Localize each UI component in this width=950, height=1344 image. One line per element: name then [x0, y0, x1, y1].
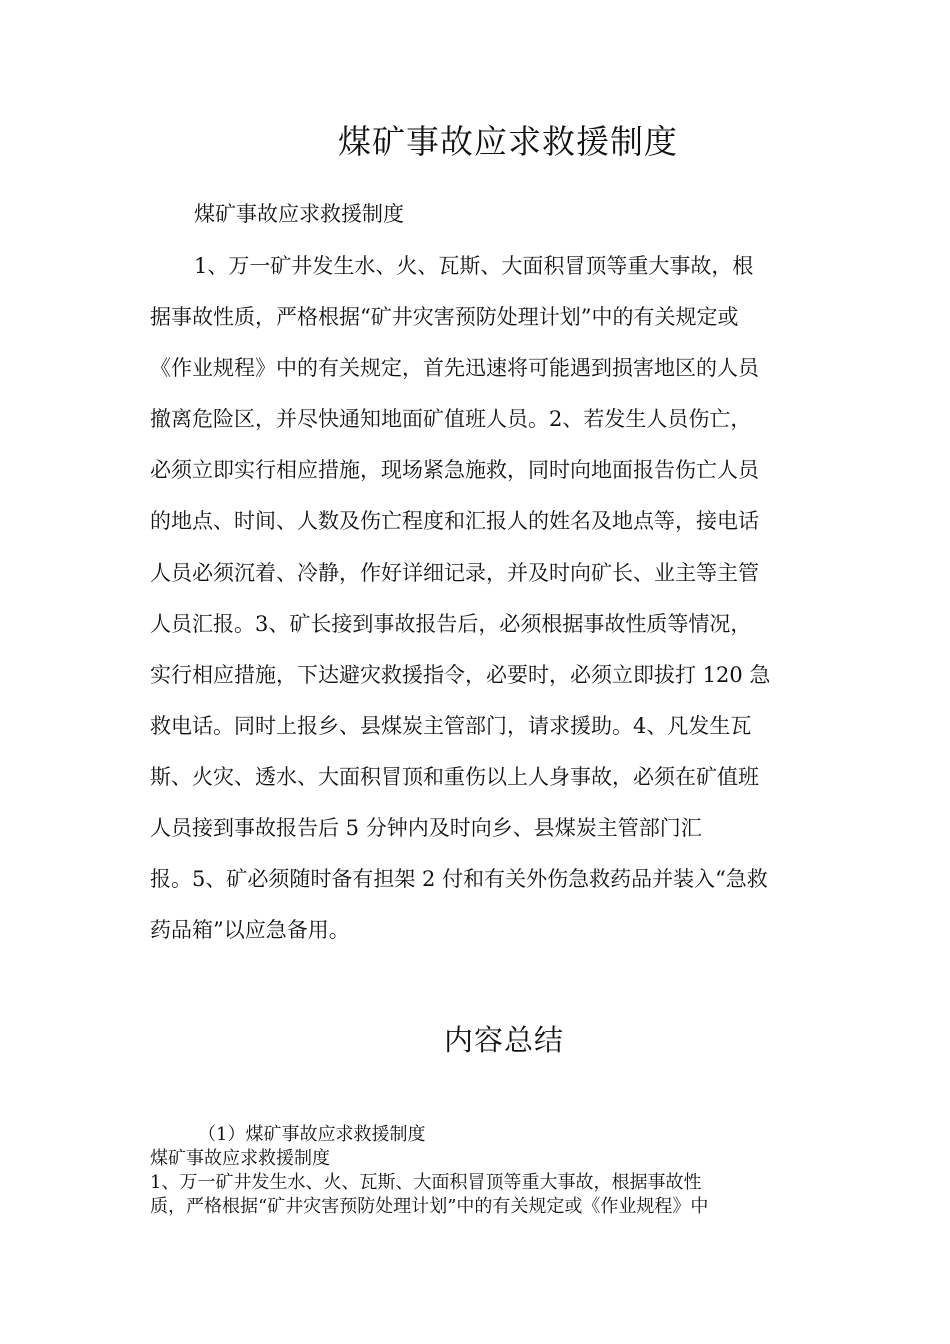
- body-line: 实行相应措施，下达避灾救援指令，必要时，必须立即拔打 120 急: [150, 662, 771, 687]
- document-subtitle: 煤矿事故应求救援制度: [194, 202, 404, 226]
- body-line: 1、万一矿井发生水、火、瓦斯、大面积冒顶等重大事故，根: [194, 254, 754, 278]
- body-line: 人员汇报。3、矿长接到事故报告后，必须根据事故性质等情况，: [150, 611, 752, 636]
- body-line: 报。5、矿必须随时备有担架 2 付和有关外伤急救药品并装入“急救: [150, 867, 768, 892]
- body-line: 斯、火灾、透水、大面积冒顶和重伤以上人身事故，必须在矿值班: [150, 764, 759, 789]
- body-line: 的地点、时间、人数及伤亡程度和汇报人的姓名及地点等，接电话: [150, 509, 759, 534]
- body-line: 必须立即实行相应措施，现场紧急施救，同时向地面报告伤亡人员: [150, 458, 759, 483]
- summary-body: [150, 1123, 810, 1219]
- summary-line: 1、万一矿井发生水、火、瓦斯、大面积冒顶等重大事故，根据事故性: [150, 1172, 702, 1193]
- body-line: 人员接到事故报告后 5 分钟内及时向乡、县煤炭主管部门汇: [150, 816, 702, 841]
- body-line: 人员必须沉着、冷静，作好详细记录，并及时向矿长、业主等主管: [150, 560, 759, 585]
- document-title: 煤矿事故应求救援制度: [338, 122, 678, 161]
- body-line: 救电话。同时上报乡、县煤炭主管部门，请求援助。4、凡发生瓦: [150, 713, 752, 738]
- summary-heading: 内容总结: [443, 1023, 564, 1057]
- summary-line: 质，严格根据“矿井灾害预防处理计划”中的有关规定或《作业规程》中: [150, 1196, 709, 1217]
- summary-line: 煤矿事故应求救援制度: [150, 1148, 330, 1169]
- summary-line: （1）煤矿事故应求救援制度: [198, 1124, 426, 1145]
- body-line: 药品箱”以应急备用。: [150, 918, 350, 943]
- body-line: 据事故性质，严格根据“矿井灾害预防处理计划”中的有关规定或: [150, 305, 739, 330]
- body-line: 《作业规程》中的有关规定，首先迅速将可能遇到损害地区的人员: [150, 356, 759, 381]
- body-line: 撤离危险区，并尽快通知地面矿值班人员。2、若发生人员伤亡，: [150, 407, 752, 432]
- document-body: [150, 251, 810, 966]
